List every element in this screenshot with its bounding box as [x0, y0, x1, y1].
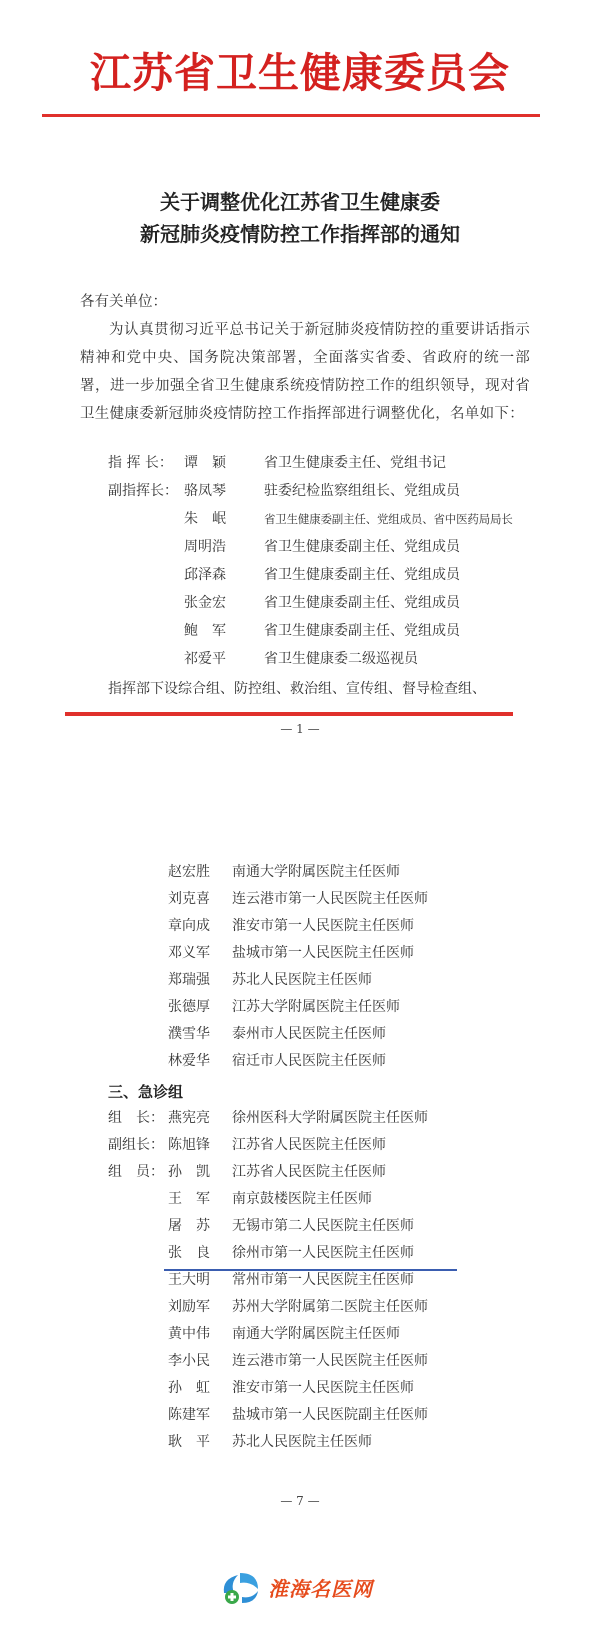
member-name: 屠 苏 — [168, 1218, 210, 1234]
leader-name: 周明浩 — [184, 539, 226, 555]
group-role: 副组长： — [108, 1137, 164, 1153]
notice-paragraph: 为认真贯彻习近平总书记关于新冠肺炎疫情防控的重要讲话指示精神和党中央、国务院决策部署，全面落实省委、省政府的统一部署，进一步加强全省卫生健康系统疫情防控工作的组织领导，现对省卫生健康委新冠肺炎疫情防控工作指挥部进行调整优化，名单如下： — [80, 322, 530, 422]
member-affiliation: 常州市第一人民医院主任医师 — [232, 1272, 414, 1288]
footer-rule — [65, 712, 513, 716]
member-name: 邓义军 — [168, 945, 210, 961]
member-name: 王大明 — [168, 1272, 210, 1288]
leader-name: 鲍 军 — [184, 623, 226, 639]
letterhead-rule — [42, 114, 540, 117]
member-affiliation: 盐城市第一人民医院主任医师 — [232, 945, 414, 961]
member-affiliation: 无锡市第二人民医院主任医师 — [232, 1218, 414, 1234]
leader-name: 祁爱平 — [184, 651, 226, 667]
leader-role: 副指挥长： — [108, 483, 178, 499]
page-number: — 7 — — [280, 1494, 320, 1508]
member-affiliation: 南京鼓楼医院主任医师 — [232, 1191, 372, 1207]
leader-position: 省卫生健康委副主任、党组成员、省中医药局局长 — [264, 512, 513, 526]
leader-name: 骆凤琴 — [184, 483, 226, 499]
leader-name: 邱泽森 — [184, 567, 226, 583]
leader-position: 省卫生健康委副主任、党组成员 — [264, 539, 460, 555]
leader-role: 指 挥 长： — [108, 455, 173, 471]
member-name: 陈建军 — [168, 1407, 210, 1423]
member-affiliation: 苏州大学附属第二医院主任医师 — [232, 1299, 428, 1315]
member-affiliation: 江苏省人民医院主任医师 — [232, 1164, 386, 1180]
letterhead-title: 江苏省卫生健康委员会 — [90, 49, 510, 97]
member-affiliation: 连云港市第一人民医院主任医师 — [232, 1353, 428, 1369]
member-name: 章向成 — [168, 918, 210, 934]
leader-position: 省卫生健康委副主任、党组成员 — [264, 567, 460, 583]
leader-name: 张金宏 — [184, 595, 226, 611]
member-name: 张 良 — [168, 1245, 210, 1261]
member-affiliation: 徐州市第一人民医院主任医师 — [232, 1245, 414, 1261]
member-affiliation: 淮安市第一人民医院主任医师 — [232, 1380, 414, 1396]
leader-position: 省卫生健康委二级巡视员 — [264, 651, 418, 667]
member-affiliation: 江苏大学附属医院主任医师 — [232, 999, 400, 1015]
member-affiliation: 苏北人民医院主任医师 — [232, 972, 372, 988]
salutation: 各有关单位： — [80, 294, 167, 310]
leader-position: 驻委纪检监察组组长、党组成员 — [264, 483, 460, 499]
watermark-text: 淮海名医网 — [268, 1576, 373, 1601]
member-name: 李小民 — [168, 1353, 210, 1369]
member-affiliation: 徐州医科大学附属医院主任医师 — [232, 1110, 428, 1126]
notice-title-line-2: 新冠肺炎疫情防控工作指挥部的通知 — [140, 222, 460, 246]
member-name: 张德厚 — [168, 999, 210, 1015]
notice-title-line-1: 关于调整优化江苏省卫生健康委 — [160, 190, 440, 214]
member-affiliation: 宿迁市人民医院主任医师 — [232, 1053, 386, 1069]
member-name: 王 军 — [168, 1191, 210, 1207]
member-affiliation: 南通大学附属医院主任医师 — [232, 1326, 400, 1342]
member-affiliation: 泰州市人民医院主任医师 — [232, 1026, 386, 1042]
member-name: 孙 虹 — [168, 1380, 210, 1396]
member-name: 燕宪亮 — [168, 1110, 210, 1126]
member-name: 郑瑞强 — [168, 972, 210, 988]
member-name: 刘励军 — [168, 1299, 210, 1315]
site-watermark — [218, 1567, 373, 1607]
closing-line: 指挥部下设综合组、防控组、救治组、宣传组、督导检查组、 — [108, 681, 486, 697]
member-name: 孙 凯 — [168, 1164, 210, 1180]
section-heading-emergency: 三、急诊组 — [108, 1083, 184, 1101]
member-affiliation: 南通大学附属医院主任医师 — [232, 864, 400, 880]
leader-position: 省卫生健康委副主任、党组成员 — [264, 595, 460, 611]
page-number: — 1 — — [280, 722, 320, 736]
group-role: 组 员： — [108, 1164, 164, 1180]
leader-position: 省卫生健康委副主任、党组成员 — [264, 623, 460, 639]
leader-name: 朱 岷 — [184, 511, 226, 527]
group-role: 组 长： — [108, 1110, 164, 1126]
member-name: 刘克喜 — [168, 891, 210, 907]
member-affiliation: 连云港市第一人民医院主任医师 — [232, 891, 428, 907]
leader-name: 谭 颖 — [184, 455, 226, 471]
leader-position: 省卫生健康委主任、党组书记 — [264, 455, 446, 471]
member-affiliation: 盐城市第一人民医院副主任医师 — [232, 1407, 428, 1423]
member-name: 赵宏胜 — [168, 864, 210, 880]
cross-logo-icon — [218, 1567, 262, 1607]
member-name: 林爱华 — [168, 1053, 210, 1069]
member-affiliation: 苏北人民医院主任医师 — [232, 1434, 372, 1450]
member-affiliation: 淮安市第一人民医院主任医师 — [232, 918, 414, 934]
member-name: 濮雪华 — [168, 1026, 210, 1042]
member-affiliation: 江苏省人民医院主任医师 — [232, 1137, 386, 1153]
member-name: 耿 平 — [168, 1434, 210, 1450]
member-name: 黄中伟 — [168, 1326, 210, 1342]
member-name: 陈旭锋 — [168, 1137, 210, 1153]
